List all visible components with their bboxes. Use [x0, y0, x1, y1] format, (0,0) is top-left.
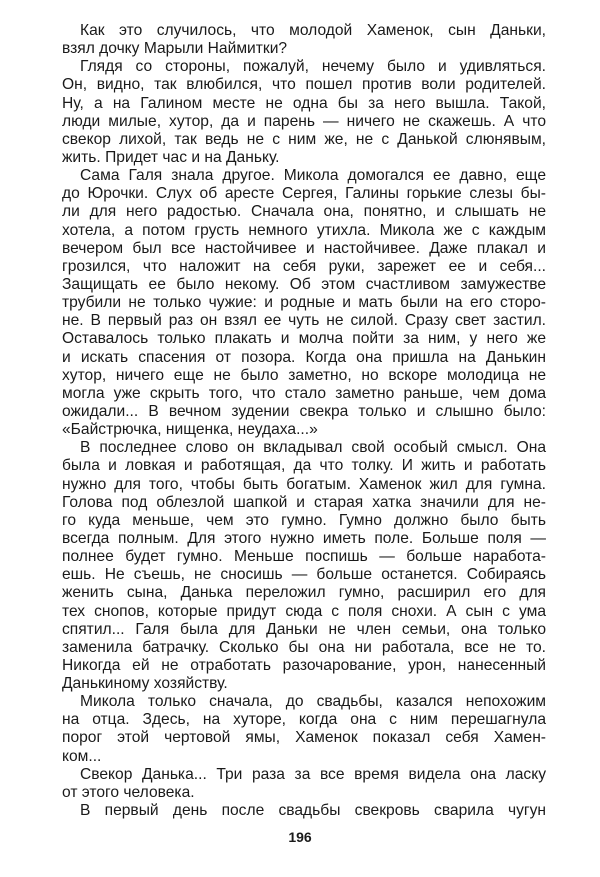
text-line: всегда полным. Для этого нужно иметь поле. Больше поля —	[62, 529, 546, 547]
text-line: ешь. Не съешь, не сносишь — больше останется. Собираясь	[62, 566, 546, 584]
text-line: вечером был все настойчивее и настойчивее. Даже плакал и	[62, 239, 546, 257]
paragraph	[62, 22, 546, 58]
text-line: Голова под облезлой шапкой и старая хатка значили для не-	[62, 493, 546, 511]
text-line: тех снопов, которые придут сюда с поля снохи. А сын с ума	[62, 602, 546, 620]
text-line: до Юрочки. Слух об аресте Сергея, Галины горькие слезы бы-	[62, 185, 546, 203]
text-line: ли для него радостью. Сначала она, понятно, и слышать не	[62, 203, 546, 221]
text-line: полнее будет гумно. Меньше поспишь — больше наработа-	[62, 548, 546, 566]
text-line: Сама Галя знала другое. Микола домогался ее давно, еще	[80, 167, 546, 185]
text-line: порог этой чертовой ямы, Хаменок показал себя Хамен-	[62, 729, 546, 747]
text-line: хотела, а потом грусть немного утихла. Микола же с каждым	[62, 221, 546, 239]
page-body-text	[62, 22, 546, 820]
text-line: не. В первый раз он взял ее чуть не силой. Сразу свет застил.	[62, 312, 546, 330]
text-line: взял дочку Марыли Наймитки?	[62, 40, 288, 58]
text-line: могла уже скрыть того, что стало заметно раньше, чем дома	[62, 384, 546, 402]
text-line: Оставалось только плакать и молча пойти за ним, у него же	[62, 330, 546, 348]
text-line: заменила батрачку. Сколько бы она ни работала, все не то.	[62, 638, 546, 656]
paragraph	[62, 439, 546, 693]
paragraph	[62, 766, 546, 802]
text-line: Микола только сначала, до свадьбы, казался непохожим	[80, 693, 546, 711]
text-line: свекор лихой, так ведь не с ним же, не с Данькой слюнявым,	[62, 130, 546, 148]
text-line: хутор, ничего еще не было заметно, но вскоре молодица не	[62, 366, 546, 384]
paragraph	[62, 167, 546, 439]
page-number: 196	[288, 829, 312, 845]
text-line: ком...	[62, 747, 102, 765]
text-line: на отца. Здесь, на хуторе, когда она с ним перешагнула	[62, 711, 546, 729]
text-line: женить сына, Данька переложил гумно, расширил его для	[62, 584, 546, 602]
text-line: го куда меньше, чем это гумно. Гумно должно было быть	[62, 511, 546, 529]
text-line: жить. Придет час и на Даньку.	[62, 148, 280, 166]
text-line: Глядя со стороны, пожалуй, нечему было и удивляться.	[80, 58, 546, 76]
paragraph	[62, 58, 546, 167]
text-line: ожидали... В вечном зудении свекра только и слышно было:	[62, 402, 546, 420]
paragraph	[62, 693, 546, 766]
text-line: В последнее слово он вкладывал свой особый смысл. Она	[80, 439, 546, 457]
text-line: спятил... Галя была для Даньки не член семьи, она только	[62, 620, 546, 638]
text-line: от этого человека.	[62, 783, 195, 801]
text-line: нужно для того, чтобы быть богатым. Хаменок жил для гумна.	[62, 475, 546, 493]
text-line: Он, видно, так влюбился, что пошел против воли родителей.	[62, 76, 546, 94]
text-line: Свекор Данька... Три раза за все время видела она ласку	[80, 765, 546, 783]
text-line: грозился, что наложит на себя руки, зарежет ее и себя...	[62, 257, 546, 275]
text-line: Защищать ее было некому. Об этом счастливом замужестве	[62, 275, 546, 293]
text-line: и искать спасения от позора. Когда она пришла на Данькин	[62, 348, 546, 366]
text-line: Никогда ей не отработать разочарование, урон, нанесенный	[62, 656, 546, 674]
text-line: была и ловкая и работящая, да что толку. И жить и работать	[62, 457, 546, 475]
text-line: «Байстрючка, нищенка, неудаха...»	[62, 421, 318, 439]
text-line: трубили не только чужие: и родные и мать были на его сторо-	[62, 294, 546, 312]
text-line: люди милые, хутор, да и парень — ничего не скажешь. А что	[62, 112, 546, 130]
text-line: Данькиному хозяйству.	[62, 675, 228, 693]
text-line: Как это случилось, что молодой Хаменок, сын Даньки,	[80, 22, 546, 39]
text-line: В первый день после свадьбы свекровь сварила чугун	[80, 802, 546, 820]
paragraph	[62, 802, 546, 820]
text-line: Ну, а на Галином месте не одна бы за него вышла. Такой,	[62, 94, 546, 112]
